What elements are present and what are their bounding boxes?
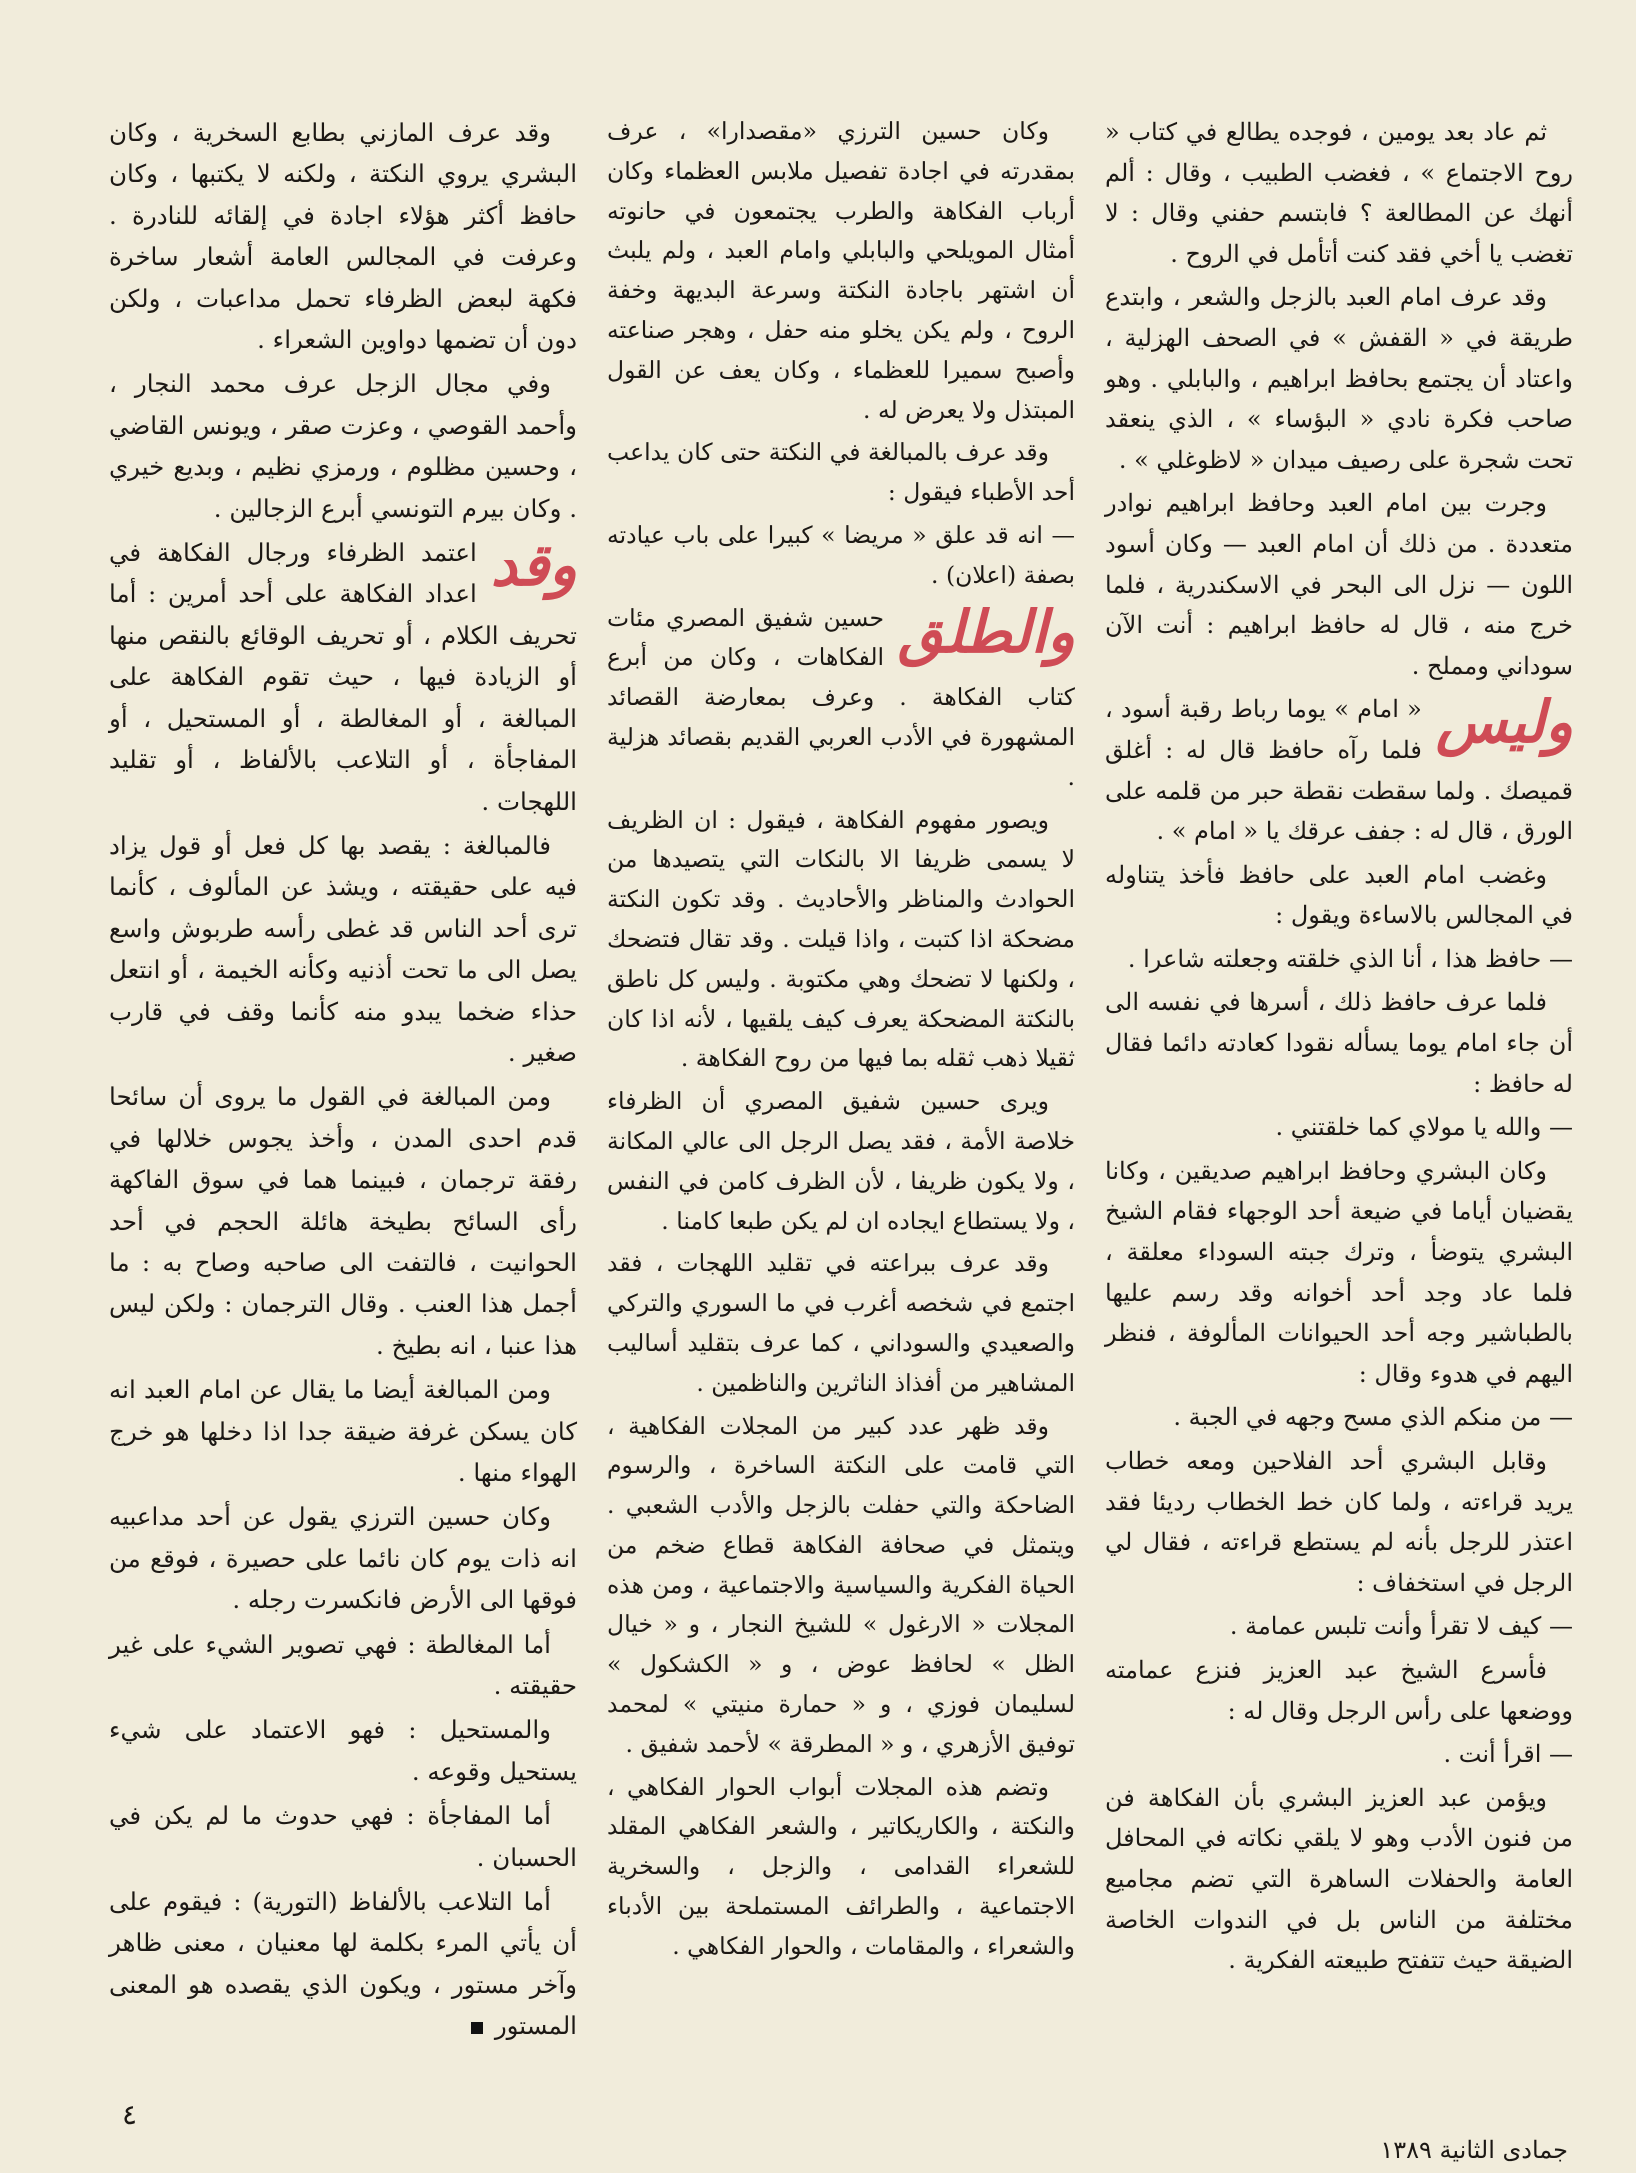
paragraph: ثم عاد بعد يومين ، فوجده يطالع في كتاب « روح الاجتماع » ، فغضب الطبيب ، وقال : ألم أنهك عن المطالعة ؟ فابتسم حفني وقال : لا تغضب يا أخي فقد كنت أتأمل في الروح .	[1105, 118, 1573, 268]
paragraph: ويرى حسين شفيق المصري أن الظرفاء خلاصة الأمة ، فقد يصل الرجل الى عالي المكانة ، ولا يكون ظريفا ، لأن الظرف كامن في النفس ، ولا يستطاع ايجاده ان لم يكن طبعا كامنا .	[607, 1087, 1075, 1235]
paragraph: ويصور مفهوم الفكاهة ، فيقول : ان الظريف لا يسمى ظريفا الا بالنكات التي يتصيدها من الحوادث والمناظر والأحاديث . وقد تكون النكتة مضحكة اذا كتبت ، واذا قيلت . وقد تقال فتضحك ، ولكنها لا تضحك وهي مكتوبة . وليس كل ناطق بالنكتة المضحكة يعرف كيف يلقيها ، لأنه اذا كان ثقيلا ذهب ثقله بما فيها من روح الفكاهة .	[607, 805, 1075, 1073]
paragraph: وكان البشري وحافظ ابراهيم صديقين ، وكانا يقضيان أياما في ضيعة أحد الوجهاء فقام الشيخ البشري يتوضأ ، وترك جبته السوداء معلقة ، فلما عاد وجد أحد أخوانه وقد رسم عليها بالطباشير وجه أحد الحيوانات المألوفة ، فنظر اليهم في هدوء وقال :	[1105, 1156, 1573, 1388]
paragraph: ومن المبالغة أيضا ما يقال عن امام العبد انه كان يسكن غرفة ضيقة جدا اذا دخلها هو خرج الهواء منها .	[109, 1375, 577, 1487]
article-column-right	[1105, 112, 1573, 1984]
paragraph: وقد ظهر عدد كبير من المجلات الفكاهية ، التي قامت على النكتة الساخرة ، والرسوم الضاحكة والتي حفلت بالزجل والأدب الشعبي . ويتمثل في صحافة الفكاهة قطاع ضخم من الحياة الفكرية والسياسية والاجتماعية ، ومن هذه المجلات « الارغول » للشيخ النجار ، و « خيال الظل » لحافظ عوض ، و « الكشكول » لسليمان فوزي ، و « حمارة منيتي » لمحمد توفيق الأزهري ، و « المطرقة » لأحمد شفيق .	[607, 1411, 1075, 1758]
issue-date: جمادى الثانية ١٣٨٩	[1380, 2136, 1568, 2164]
paragraph-text: أما التلاعب بالألفاظ (التورية) : فيقوم على أن يأتي المرء بكلمة لها معنيان ، معنى ظاهر وآخر مستور ، ويكون الذي يقصده هو المعنى المستور	[109, 1887, 577, 2041]
drop-cap-heading: وقد	[490, 531, 577, 600]
drop-cap-heading: والطلق	[898, 597, 1075, 666]
paragraph: « امام » يوما رباط رقبة أسود ، فلما رآه حافظ قال له : أغلق قميصك . ولما سقطت نقطة حبر من قلمه على الورق ، قال له : جفف عرقك يا « امام » .	[1105, 695, 1573, 846]
paragraph: وقابل البشري أحد الفلاحين ومعه خطاب يريد قراءته ، ولما كان خط الخطاب رديئا فقد اعتذر للرجل بأنه لم يستطع قراءته ، فقال لي الرجل في استخفاف :	[1105, 1447, 1573, 1597]
paragraph: وجرت بين امام العبد وحافظ ابراهيم نوادر متعددة . من ذلك أن امام العبد — وكان أسود اللون — نزل الى البحر في الاسكندرية ، فلما خرج منه ، قال له حافظ ابراهيم : أنت الآن سوداني ومملح .	[1105, 489, 1573, 680]
paragraph: فأسرع الشيخ عبد العزيز فنزع عمامته ووضعها على رأس الرجل وقال له :	[1105, 1655, 1573, 1725]
paragraph	[109, 1881, 577, 2047]
paragraph: وفي مجال الزجل عرف محمد النجار ، وأحمد القوصي ، وعزت صقر ، ويونس القاضي ، وحسين مظلوم ، ورمزي نظيم ، وبديع خيري . وكان بيرم التونسي أبرع الزجالين .	[109, 369, 577, 523]
paragraph: فالمبالغة : يقصد بها كل فعل أو قول يزاد فيه على حقيقته ، ويشذ عن المألوف ، كأنما ترى أحد الناس قد غطى رأسه طربوش واسع يصل الى ما تحت أذنيه وكأنه الخيمة ، أو انتعل حذاء ضخما يبدو منه كأنما وقف في قارب صغير .	[109, 830, 577, 1067]
article-column-middle	[607, 112, 1075, 1970]
page-number: ٤	[122, 2098, 138, 2131]
paragraph: أما المفاجأة : فهي حدوث ما لم يكن في الحسبان .	[109, 1801, 577, 1872]
paragraph: وقد عرف امام العبد بالزجل والشعر ، وابتدع طريقة في « القفش » في الصحف الهزلية ، واعتاد أن يجتمع بحافظ ابراهيم ، والبابلي . وهو صاحب فكرة نادي « البؤساء » ، الذي ينعقد تحت شجرة على رصيف ميدان « لاظوغلي » .	[1105, 283, 1573, 474]
paragraph: والمستحيل : فهو الاعتماد على شيء يستحيل وقوعه .	[109, 1715, 577, 1786]
paragraph: فلما عرف حافظ ذلك ، أسرها في نفسه الى أن جاء امام يوما يسأله نقودا كعادته دائما فقال له حافظ :	[1105, 988, 1573, 1098]
paragraph: حسين شفيق المصري مئات الفكاهات ، وكان من أبرع كتاب الفكاهة . وعرف بمعارضة القصائد المشهورة في الأدب العربي القديم بقصائد هزلية .	[607, 603, 1075, 791]
paragraph: أما المغالطة : فهي تصوير الشيء على غير حقيقته .	[109, 1629, 577, 1701]
article-column-left	[109, 112, 577, 2050]
paragraph: وكان حسين الترزي يقول عن أحد مداعبيه انه ذات يوم كان نائما على حصيرة ، فوقع من فوقها الى الأرض فانكسرت رجله .	[109, 1502, 577, 1615]
paragraph: اعتمد الظرفاء ورجال الفكاهة في اعداد الفكاهة على أحد أمرين : أما تحريف الكلام ، أو تحريف الوقائع بالنقص منها أو الزيادة فيها ، حيث تقوم الفكاهة على المبالغة ، أو المغالطة ، أو المستحيل ، أو المفاجأة ، أو التلاعب بالألفاظ ، أو تقليد اللهجات .	[109, 538, 577, 816]
paragraph: وتضم هذه المجلات أبواب الحوار الفكاهي ، والنكتة ، والكاريكاتير ، والشعر الفكاهي المقلد للشعراء القدامى ، والزجل ، والسخرية الاجتماعية ، والطرائف المستملحة بين الأدباء والشعراء ، والمقامات ، والحوار الفكاهي .	[607, 1772, 1075, 1960]
dialogue-line: — حافظ هذا ، أنا الذي خلقته وجعلته شاعرا .	[1127, 944, 1573, 973]
dialogue-line: — والله يا مولاي كما خلقتني .	[1275, 1113, 1573, 1142]
paragraph: ومن المبالغة في القول ما يروى أن سائحا قدم احدى المدن ، وأخذ يجوس خلالها في رفقة ترجمان ، فبينما هما في سوق الفاكهة رأى السائح بطيخة هائلة الحجم في أحد الحوانيت ، فالتفت الى صاحبه وصاح به : ما أجمل هذا العنب . وقال الترجمان : ولكن ليس هذا عنبا ، انه بطيخ .	[109, 1082, 577, 1360]
end-mark-icon	[471, 2022, 483, 2034]
drop-cap-heading: وليس	[1435, 688, 1573, 757]
dialogue-line: — انه قد علق « مريضا » كبيرا على باب عيادته بصفة (اعلان) .	[607, 520, 1075, 589]
dialogue-line: — من منكم الذي مسح وجهه في الجبة .	[1173, 1403, 1573, 1432]
paragraph: ويؤمن عبد العزيز البشري بأن الفكاهة فن من فنون الأدب وهو لا يلقي نكاته في المحافل العامة والحفلات الساهرة التي تضم مجاميع مختلفة من الناس بل في الندوات الخاصة الضيقة حيث تتفتح طبيعته الفكرية .	[1105, 1783, 1573, 1975]
paragraph: وغضب امام العبد على حافظ فأخذ يتناوله في المجالس بالاساءة ويقول :	[1105, 860, 1573, 930]
dialogue-line: — اقرأ أنت .	[1443, 1740, 1573, 1769]
paragraph: وقد عرف المازني بطابع السخرية ، وكان البشري يروي النكتة ، ولكنه لا يكتبها ، وكان حافظ أكثر هؤلاء اجادة في إلقائه للنادرة . وعرفت في المجالس العامة أشعار ساخرة فكهة لبعض الظرفاء تحمل مداعبات ، ولكن دون أن تضمها دواوين الشعراء .	[109, 118, 577, 355]
paragraph: وقد عرف ببراعته في تقليد اللهجات ، فقد اجتمع في شخصه أغرب في ما السوري والتركي والصعيدي والسوداني ، كما عرف بتقليد أساليب المشاهير من أفذاذ الناثرين والناظمين .	[607, 1249, 1075, 1397]
paragraph: وقد عرف بالمبالغة في النكتة حتى كان يداعب أحد الأطباء فيقول :	[607, 438, 1075, 507]
dialogue-line: — كيف لا تقرأ وأنت تلبس عمامة .	[1229, 1612, 1573, 1641]
paragraph: وكان حسين الترزي «مقصدارا» ، عرف بمقدرته في اجادة تفصيل ملابس العظماء وكان أرباب الفكاهة والطرب يجتمعون في حانوته أمثال المويلحي والبابلي وامام العبد ، ولم يلبث أن اشتهر باجادة النكتة وسرعة البديهة وخفة الروح ، ولم يكن يخلو منه حفل ، وهجر صناعته وأصبح سميرا للعظماء ، وكان يعف عن القول المبتذل ولا يعرض له .	[607, 117, 1075, 424]
